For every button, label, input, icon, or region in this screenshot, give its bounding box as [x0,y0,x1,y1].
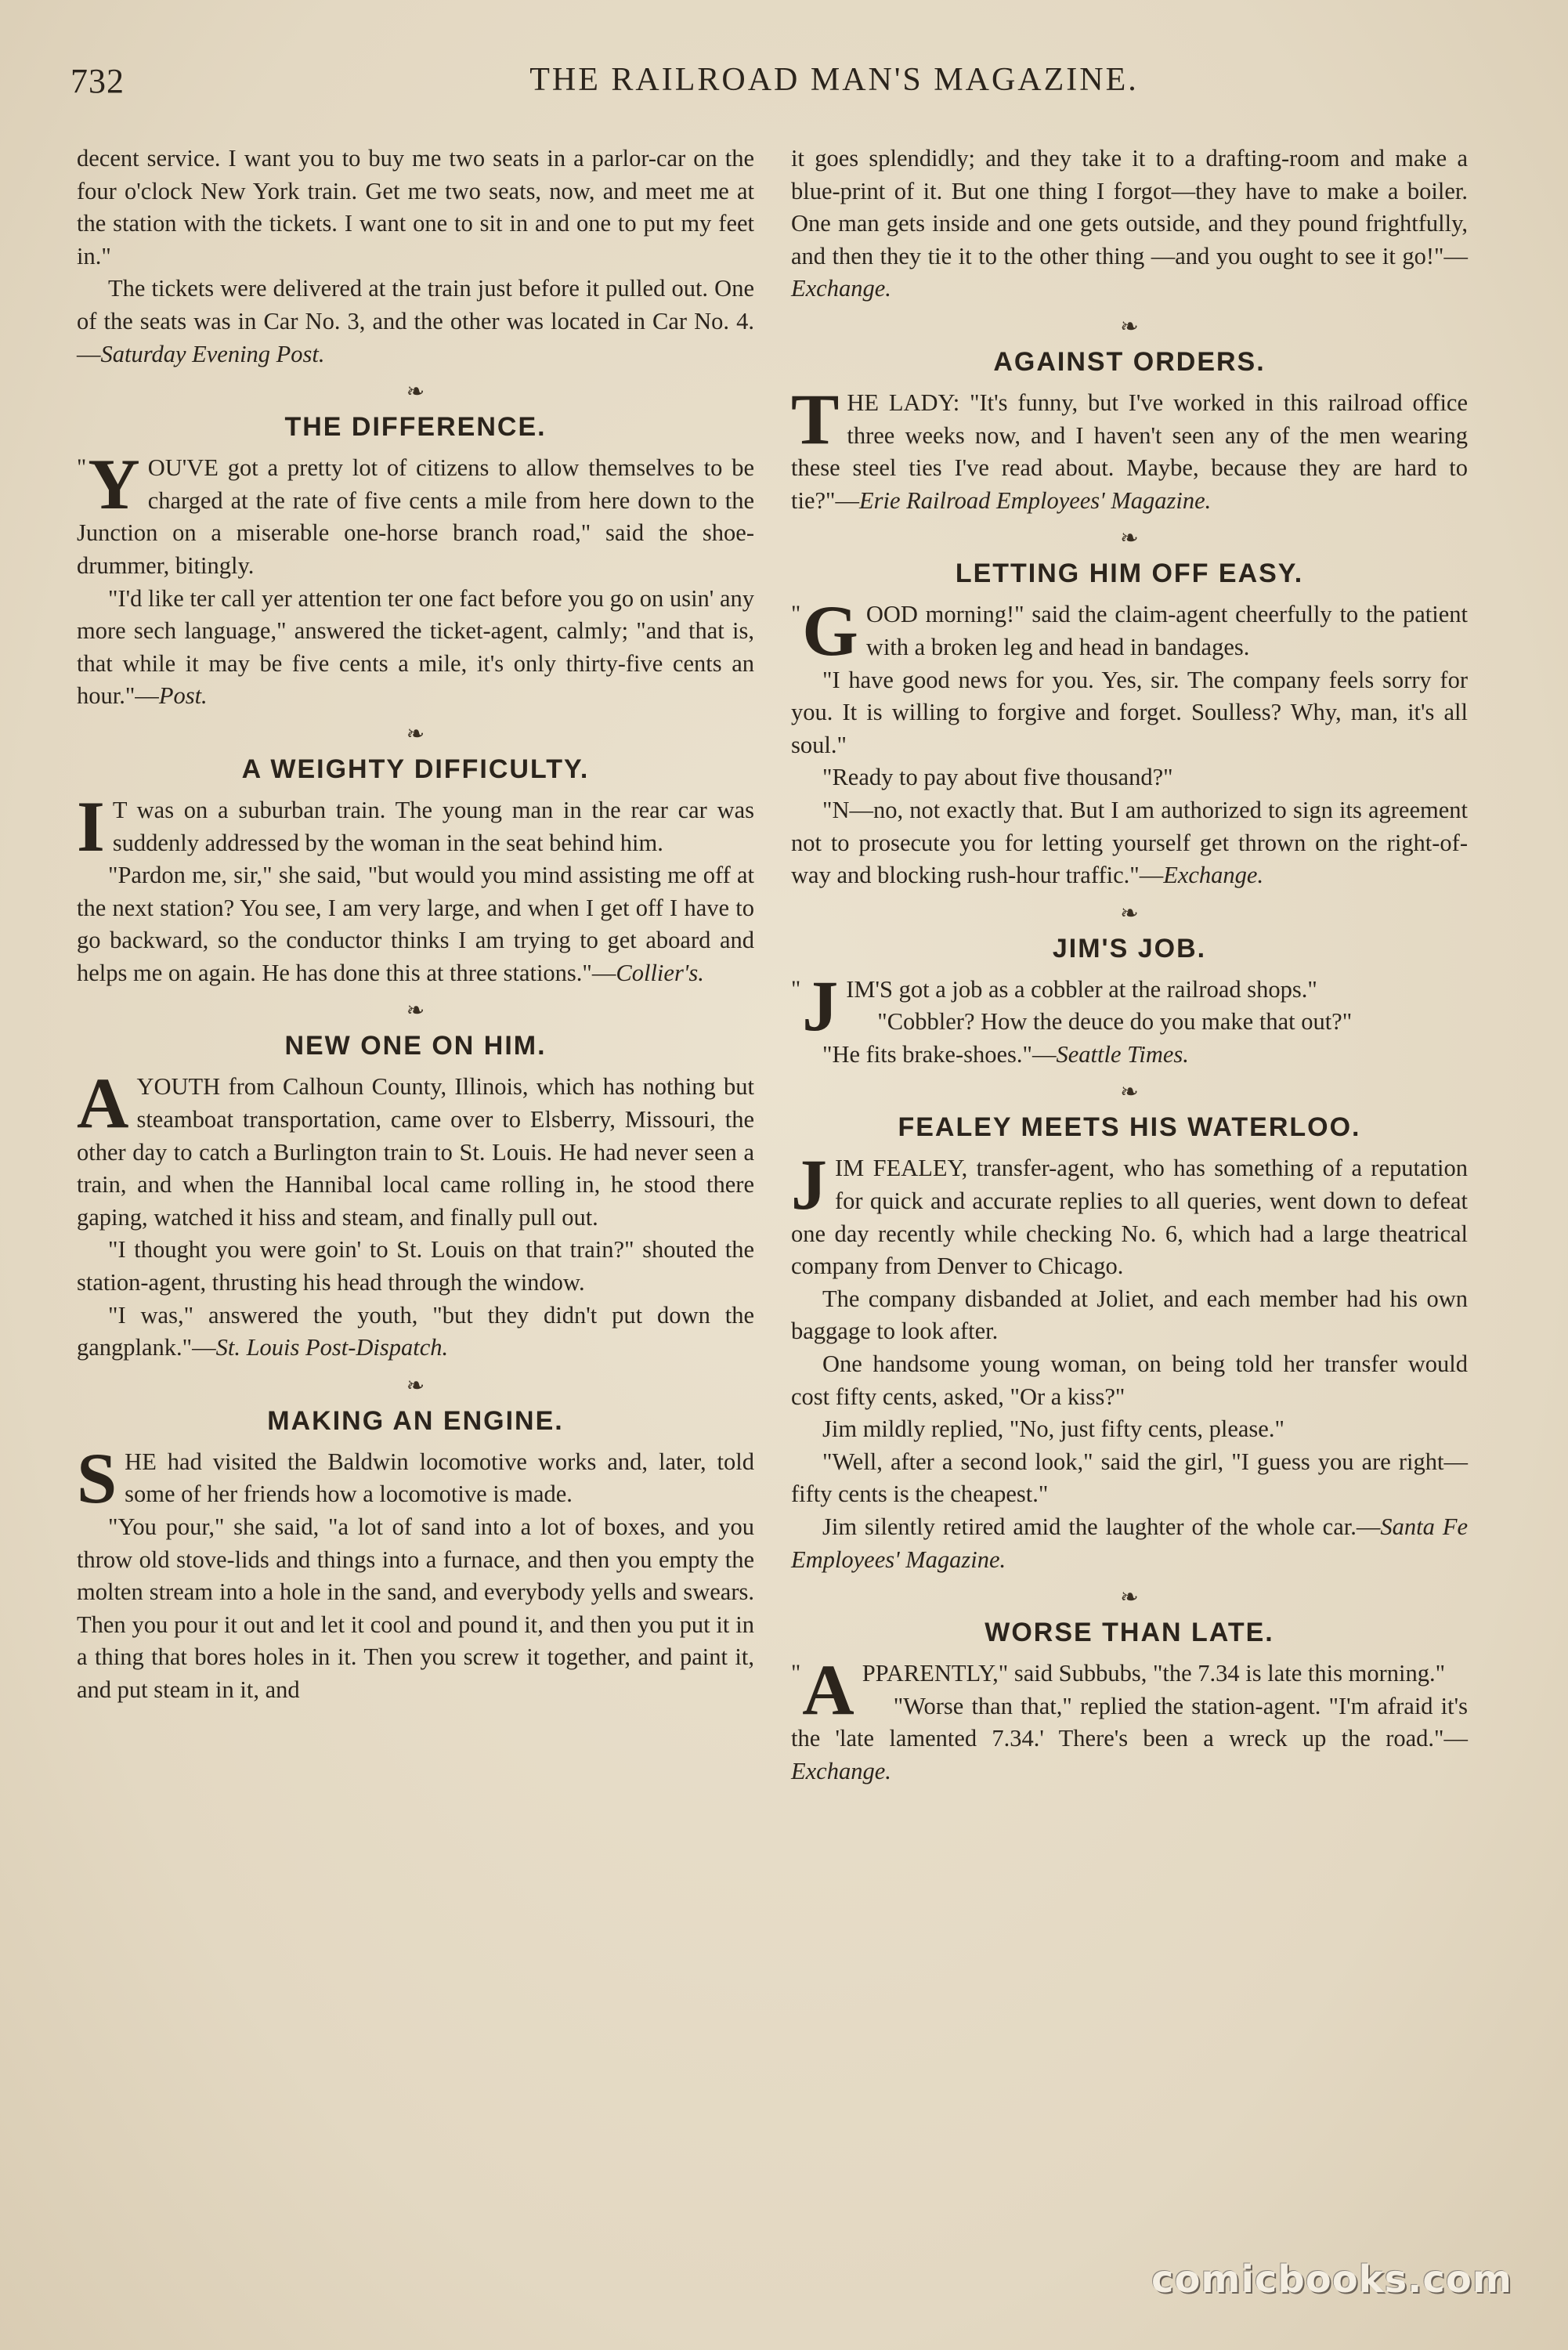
section-ornament-icon: ❧ [1120,1585,1139,1611]
paragraph: AYOUTH from Calhoun County, Illinois, which has nothing but steamboat transportation, came over to Elsberry, Missouri, the other day to catch a Burlington train to St. Louis. He had never seen a train, and when the Hannibal local came rolling in, he stood there gaping, watched it hiss and steam, and finally pull out. [77,1063,754,1231]
section-ornament-icon: ❧ [406,380,425,405]
section-ornament-icon: ❧ [1120,1080,1139,1105]
source-credit: Exchange. [1163,862,1264,889]
section-ornament-icon: ❧ [406,721,425,747]
watermark-logo: comicbooks.com [1151,2258,1512,2301]
source-credit: Exchange. [791,275,891,302]
paragraph: One handsome young woman, on being told her transfer would cost fifty cents, asked, "Or a kiss?" [791,1350,1468,1410]
paragraph: it goes splendidly; and they take it to a drafting-room and make a blue-print of it. But one thing I forgot—they have to make a boiler. One man gets inside and one gets outside, and they pound frightfully, and then they tie it to the other thing —and you ought to see it go!"—Exchange. [791,145,1468,302]
article-jims-job [791,898,1468,1072]
section-ornament-icon: ❧ [1120,901,1139,926]
paragraph: "I'd like ter call yer attention ter one fact before you go on usin' any more sech language," answered the ticket-agent, calmly; "and that is, that while it may be five cents a mile, it's only thirty-five cents an hour."—Post. [77,584,754,710]
source-credit: Erie Railroad Employees' Magazine. [858,486,1212,514]
drop-cap: T [791,378,840,459]
paragraph: " A PPARENTLY," said Subbubs, "the 7.34 is late this morning." [791,1650,1446,1730]
open-quote: " [791,1660,801,1687]
drop-cap: G [802,591,858,671]
article-the-difference [77,377,754,713]
drop-cap: J [802,965,839,1046]
page-header [70,61,1519,108]
paragraph: "I was," answered the youth, "but they didn't put down the gangplank."—St. Louis Post-Dispatch. [77,1301,754,1361]
source-credit: Post. [158,682,208,710]
paragraph: "I thought you were goin' to St. Louis on that train?" shouted the station-agent, thrusting his head through the window. [77,1236,754,1296]
section-ornament-icon: ❧ [406,999,425,1024]
paragraph: THE LADY: "It's funny, but I've worked in this railroad office three weeks now, and I haven't seen any of the men wearing these steel ties I've read about. Maybe, because they are hard to tie?"—Erie Railroad Employees' Magazine. [791,378,1468,514]
paragraph: Jim silently retired amid the laughter of the whole car.—Santa Fe Employees' Magazine. [791,1513,1468,1573]
drop-cap: I [77,786,105,866]
paragraph: The tickets were delivered at the train just before it pulled out. One of the seats was in Car No. 3, and the other was located in Car No. 4.—Saturday Evening Post. [77,275,754,367]
drop-cap: A [802,1650,854,1730]
paragraph: " Y OU'VE got a pretty lot of citizens to allow themselves to be charged at the rate of five cents a mile from here down to the Junction on a miserable one-horse branch road," said the shoe-drummer, bitingly. [77,444,754,579]
paragraph: "You pour," she said, "a lot of sand into a lot of boxes, and you throw old stove-lids and things into a furnace, and then you empty the molten stream into a hole in the sand, and everybody yells and swears. Then you pour it out and let it cool and pound it, and then you put it in a thing that bores holes in it. Then you screw it together, and paint it, and put steam in it, and [77,1513,754,1703]
article-heading: AGAINST ORDERS. [993,346,1266,377]
right-column [791,143,1468,1788]
source-credit: St. Louis Post-Dispatch. [215,1334,449,1361]
paragraph: "Worse than that," replied the station-agent. "I'm afraid it's the 'late lamented 7.34.' There's been a wreck up the road."—Exchange. [791,1692,1468,1784]
source-credit: Santa Fe Employees' Magazine. [791,1513,1468,1573]
page-number: 732 [70,62,125,100]
paragraph: " J IM'S got a job as a cobbler at the railroad shops." [791,965,1317,1046]
source-credit: Exchange. [791,1757,891,1784]
article-heading: A WEIGHTY DIFFICULTY. [241,754,590,784]
article-fealey-meets-his-waterloo [791,1077,1468,1576]
paragraph: decent service. I want you to buy me two seats in a parlor-car on the four o'clock New York train. Get me two seats, now, and meet me at the station with the tickets. I want one to sit in and one to put my feet in." [77,145,754,269]
article-heading: NEW ONE ON HIM. [284,1031,547,1061]
article-heading: JIM'S JOB. [1052,933,1207,964]
article-against-orders [791,312,1468,517]
article-worse-than-late [791,1582,1468,1788]
paragraph: "Ready to pay about five thousand?" [822,764,1173,791]
paragraph: SHE had visited the Baldwin locomotive works and, later, told some of her friends how a locomotive is made. [77,1437,754,1518]
drop-cap: Y [88,444,140,525]
open-quote: " [791,601,801,627]
paragraph: The company disbanded at Joliet, and each member had his own baggage to look after. [791,1285,1468,1345]
paragraph: "Well, after a second look," said the girl, "I guess you are right—fifty cents is the cheapest." [791,1448,1468,1508]
paragraph: "He fits brake-shoes."—Seattle Times. [822,1040,1189,1068]
running-head: THE RAILROAD MAN'S MAGAZINE. [529,62,1139,98]
paragraph: " G OOD morning!" said the claim-agent cheerfully to the patient with a broken leg and head in bandages. [791,591,1468,671]
article-continued [77,143,754,371]
article-letting-him-off-easy [791,523,1468,891]
article-heading: MAKING AN ENGINE. [267,1405,564,1436]
source-credit: Seattle Times. [1056,1040,1189,1068]
article-heading: FEALEY MEETS HIS WATERLOO. [898,1112,1361,1143]
article-heading: LETTING HIM OFF EASY. [955,559,1304,589]
article-making-an-engine-continued [791,143,1468,306]
article-making-an-engine [77,1371,754,1707]
open-quote: " [791,975,801,1002]
paragraph: Jim mildly replied, "No, just fifty cents, please." [822,1415,1284,1443]
paragraph: "Pardon me, sir," she said, "but would you mind assisting me off at the next station? You see, I am very large, and when I get off I have to go backward, so the conductor thinks I am trying to get aboard and helps me on again. He has done this at three stations."—Collier's. [77,862,754,986]
drop-cap: A [77,1063,129,1144]
article-heading: WORSE THAN LATE. [985,1618,1274,1648]
paragraph: "I have good news for you. Yes, sir. The company feels sorry for you. It is willing to forgive and forget. Soulless? Why, man, it's all soul." [791,666,1468,758]
left-column [77,143,754,1707]
section-ornament-icon: ❧ [1120,314,1139,339]
article-heading: THE DIFFERENCE. [284,412,547,443]
paragraph: "Cobbler? How the deuce do you make that out?" [877,1008,1353,1036]
article-weighty-difficulty [77,719,754,990]
open-quote: " [77,454,87,481]
source-credit: Collier's. [616,959,704,986]
section-ornament-icon: ❧ [406,1373,425,1398]
paragraph: "N—no, not exactly that. But I am authorized to sign its agreement not to prosecute you for letting yourself get thrown on the right-of-way and blocking rush-hour traffic."—Exchange. [791,796,1468,889]
paragraph: I T was on a suburban train. The young man in the rear car was suddenly addressed by the woman in the seat behind him. [77,786,754,866]
paragraph: JIM FEALEY, transfer-agent, who has something of a reputation for quick and accurate replies to all queries, went down to defeat one day recently while checking No. 6, which had a large theatrical company from Denver to Chicago. [791,1144,1468,1280]
drop-cap: S [77,1437,117,1518]
source-credit: Saturday Evening Post. [100,340,325,367]
article-new-one-on-him [77,996,754,1364]
section-ornament-icon: ❧ [1120,526,1139,551]
drop-cap: J [791,1144,827,1225]
